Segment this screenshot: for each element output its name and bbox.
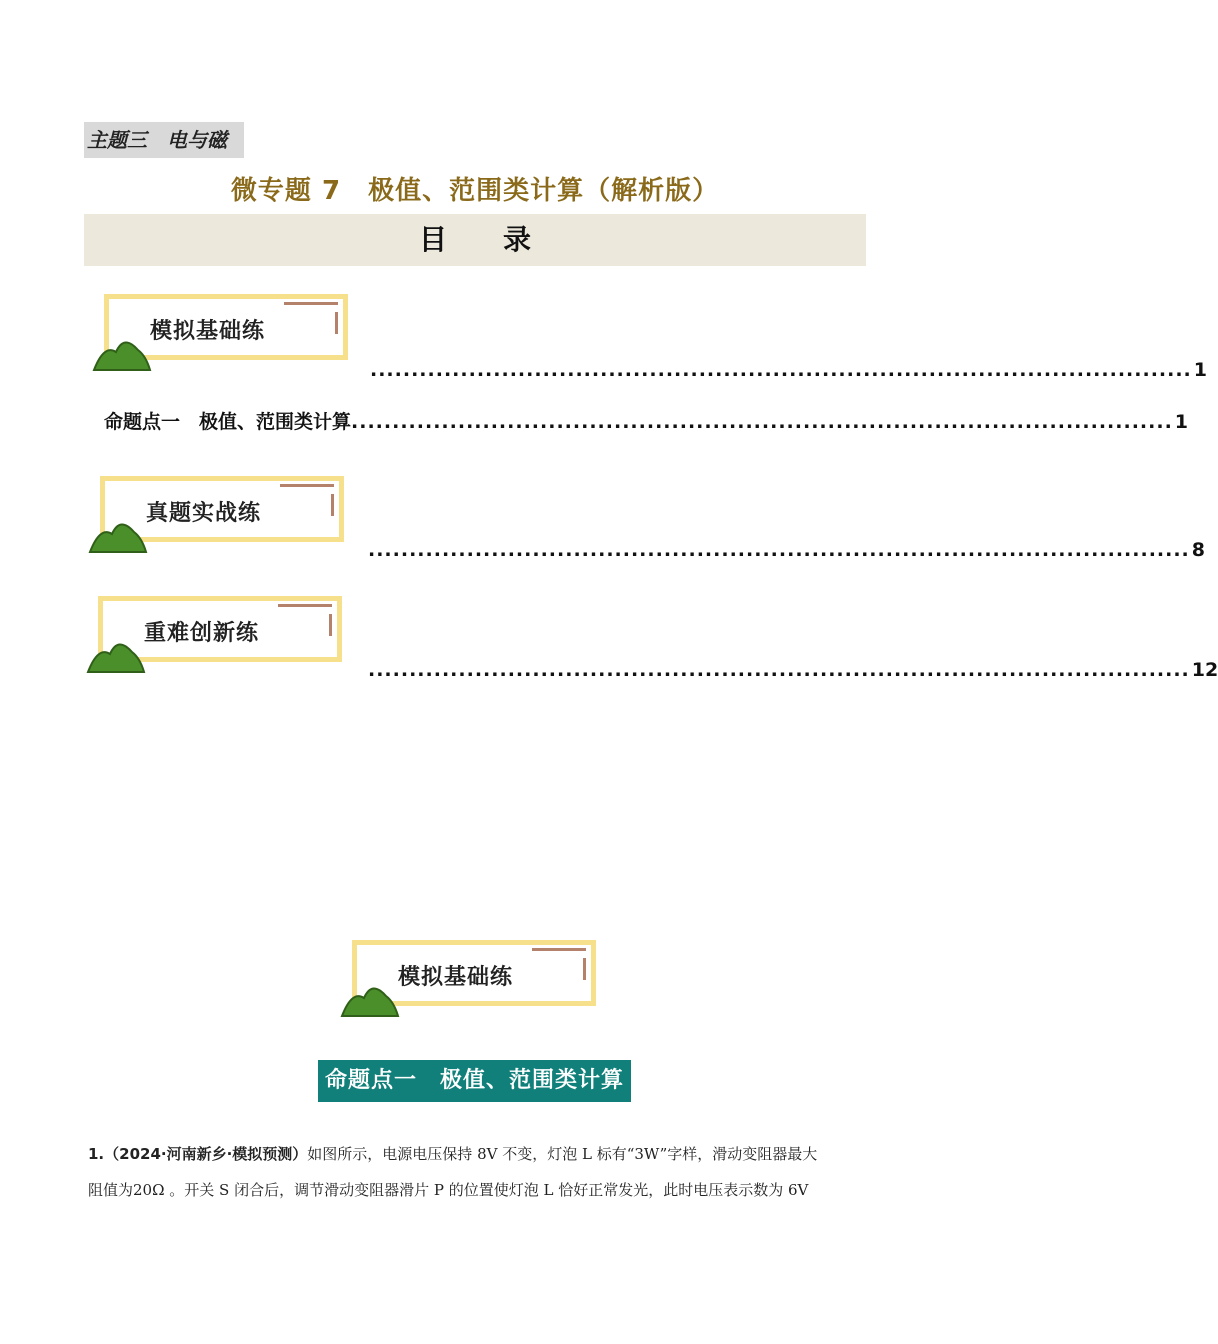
badge-corner-line — [329, 614, 332, 636]
toc-entry-label: 命题点一 极值、范围类计算 — [104, 411, 352, 433]
topic-label: 主题三 电与磁 — [84, 122, 244, 158]
toc-entry-3[interactable] — [368, 538, 1206, 562]
toc-page-number: 1 — [1174, 411, 1189, 433]
toc-entry-4[interactable] — [368, 658, 1218, 682]
hill-icon — [88, 634, 148, 674]
badge-hard-innovation — [88, 594, 348, 676]
badge-corner-line — [278, 604, 332, 607]
toc-leader: .................................................................................................... — [368, 539, 1190, 561]
badge-simulation-basic — [94, 292, 354, 374]
badge-label: 重难创新练 — [144, 621, 260, 646]
section-badge — [342, 938, 602, 1020]
badge-corner-line — [583, 958, 586, 980]
badge-corner-line — [284, 302, 338, 305]
document-title: 微专题 7 极值、范围类计算（解析版） — [230, 176, 720, 206]
badge-corner-line — [335, 312, 338, 334]
toc-page-number: 1 — [1193, 359, 1208, 381]
section-title: 命题点一 极值、范围类计算 — [318, 1060, 631, 1102]
question-text-line: 如图所示，电源电压保持 8V 不变，灯泡 L 标有“3W”字样，滑动变阻器最大 — [307, 1145, 818, 1163]
toc-entry-2[interactable] — [104, 410, 1189, 434]
toc-leader: .................................................................................................... — [370, 359, 1192, 381]
toc-page-number: 8 — [1191, 539, 1206, 561]
toc-heading: 目 录 — [84, 214, 866, 266]
toc-entry-1[interactable] — [370, 358, 1208, 382]
hill-icon — [94, 332, 154, 372]
hill-icon — [342, 978, 402, 1018]
badge-label: 真题实战练 — [146, 501, 262, 526]
toc-leader: .................................................................................................... — [351, 411, 1173, 433]
badge-label: 模拟基础练 — [398, 965, 514, 990]
badge-corner-line — [532, 948, 586, 951]
question-1 — [88, 1136, 864, 1208]
question-number: 1. — [88, 1145, 105, 1163]
question-text-line: 阻值为20Ω 。开关 S 闭合后，调节滑动变阻器滑片 P 的位置使灯泡 L 恰好正常发光，此时电压表示数为 6V — [88, 1181, 809, 1199]
badge-label: 模拟基础练 — [150, 319, 266, 344]
toc-leader: .................................................................................................... — [368, 659, 1190, 681]
question-source: （2024·河南新乡·模拟预测） — [104, 1145, 308, 1163]
hill-icon — [90, 514, 150, 554]
badge-real-exam — [90, 474, 350, 556]
badge-corner-line — [331, 494, 334, 516]
badge-corner-line — [280, 484, 334, 487]
toc-page-number: 12 — [1191, 659, 1218, 681]
